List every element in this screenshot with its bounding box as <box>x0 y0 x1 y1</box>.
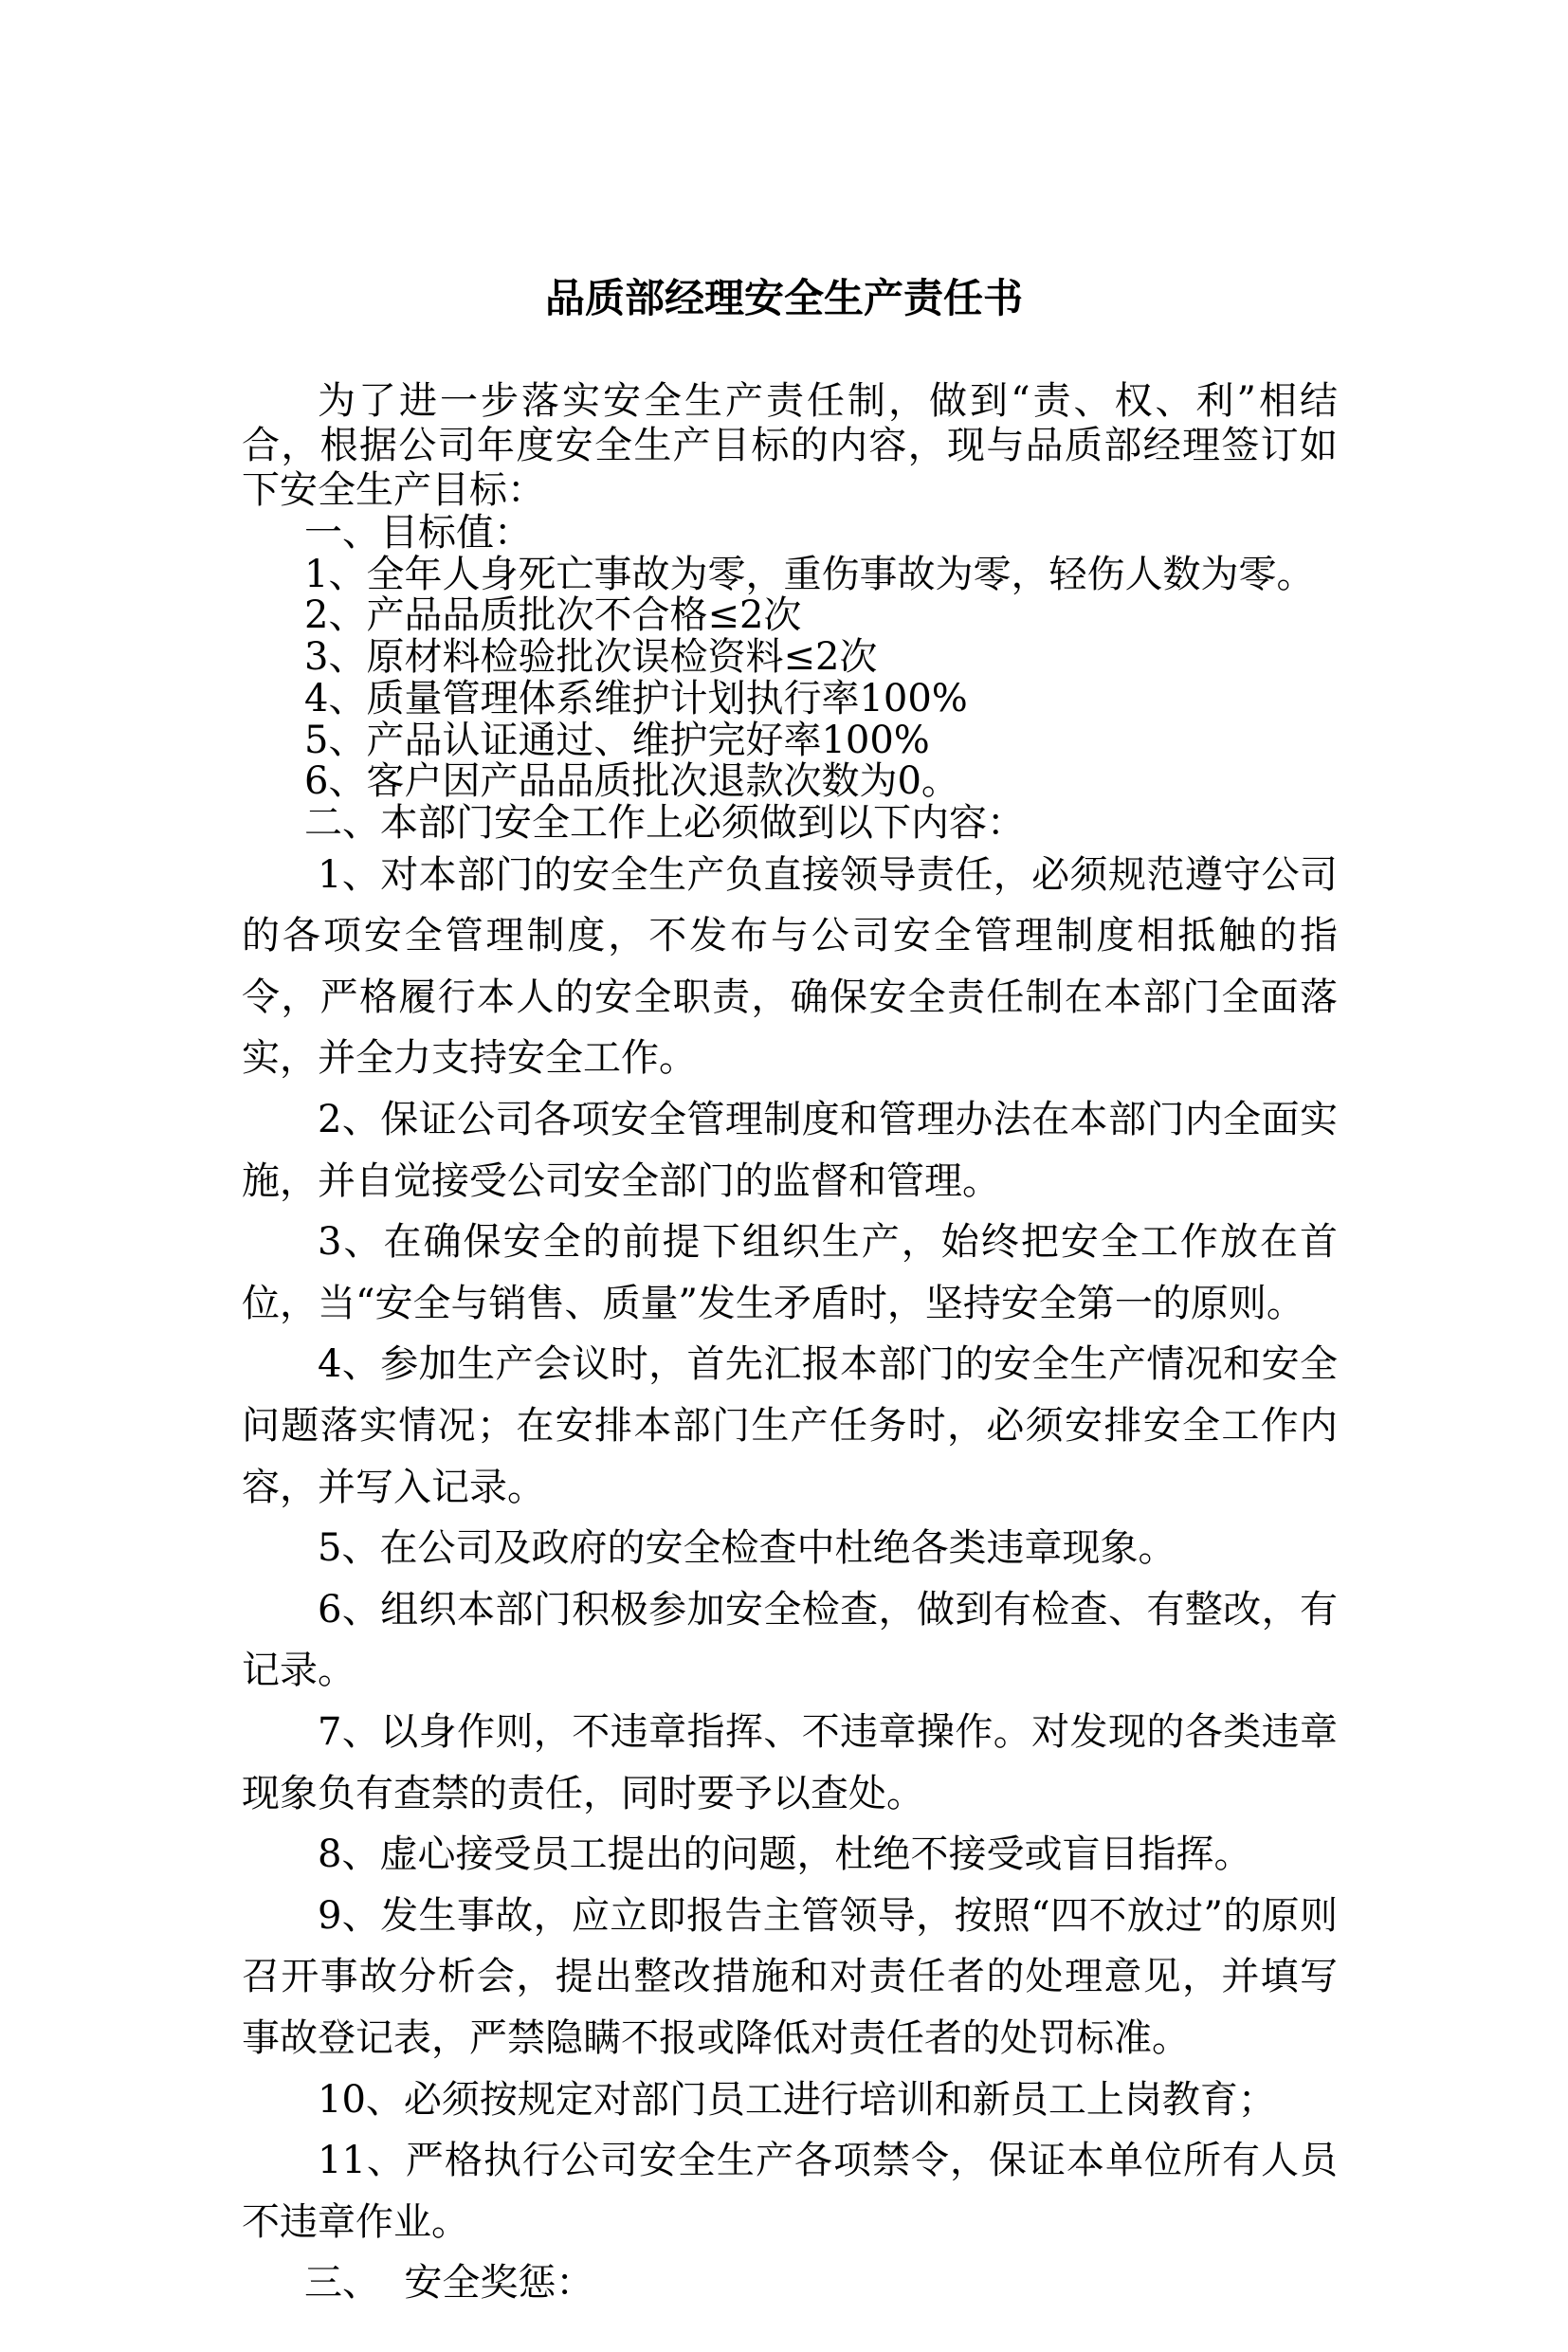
duty-item: 8、虚心接受员工提出的问题，杜绝不接受或盲目指挥。 <box>318 1832 1252 1877</box>
target-item: 5、产品认证通过、维护完好率100% <box>304 718 930 762</box>
intro-paragraph: 为了进一步落实安全生产责任制，做到“责、权、利”相结合，根据公司年度安全生产目标的内容，现与品质部经理签订如下安全生产目标： <box>242 379 1338 512</box>
target-item: 3、原材料检验批次误检资料≤2次 <box>304 635 878 680</box>
document-title: 品质部经理安全生产责任书 <box>544 275 1023 321</box>
target-item: 4、质量管理体系维护计划执行率100% <box>304 676 968 720</box>
duty-item: 10、必须按规定对部门员工进行培训和新员工上岗教育； <box>318 2077 1276 2122</box>
section-heading: 一、目标值： <box>304 511 532 555</box>
duty-item: 11、严格执行公司安全生产各项禁令，保证本单位所有人员不违章作业。 <box>242 2139 1338 2244</box>
duty-item: 9、发生事故，应立即报告主管领导，按照“四不放过”的原则召开事故分析会，提出整改措施和对责任者的处理意见，并填写事故登记表，严禁隐瞒不报或降低对责任者的处罚标准。 <box>242 1893 1338 2060</box>
section-duties <box>242 845 1338 2314</box>
section-heading: 二、本部门安全工作上必须做到以下内容： <box>304 800 1025 845</box>
target-item: 6、客户因产品品质批次退款次数为0。 <box>304 759 959 804</box>
target-item: 2、产品品质批次不合格≤2次 <box>304 593 802 638</box>
duty-item: 7、以身作则，不违章指挥、不违章操作。对发现的各类违章现象负有查禁的责任，同时要予以查处。 <box>242 1709 1338 1815</box>
duty-item: 2、保证公司各项安全管理制度和管理办法在本部门内全面实施，并自觉接受公司安全部门的监督和管理。 <box>242 1098 1338 1203</box>
duty-item: 4、参加生产会议时，首先汇报本部门的安全生产情况和安全问题落实情况；在安排本部门生产任务时，必须安排安全工作内容，并写入记录。 <box>242 1342 1338 1509</box>
section-heading: 三、 安全奖惩： <box>304 2261 594 2306</box>
target-item: 1、全年人身死亡事故为零，重伤事故为零，轻伤人数为零。 <box>304 552 1315 596</box>
duty-item: 5、在公司及政府的安全检查中杜绝各类违章现象。 <box>318 1526 1176 1571</box>
duty-item: 6、组织本部门积极参加安全检查，做到有检查、有整改，有记录。 <box>242 1587 1338 1693</box>
duty-item: 1、对本部门的安全生产负直接领导责任，必须规范遵守公司的各项安全管理制度，不发布与公司安全管理制度相抵触的指令，严格履行本人的安全职责，确保安全责任制在本部门全面落实，并全力支持安全工作。 <box>242 852 1338 1081</box>
section-targets <box>242 513 1338 845</box>
duty-item: 3、在确保安全的前提下组织生产，始终把安全工作放在首位，当“安全与销售、质量”发生矛盾时，坚持安全第一的原则。 <box>242 1220 1338 1325</box>
